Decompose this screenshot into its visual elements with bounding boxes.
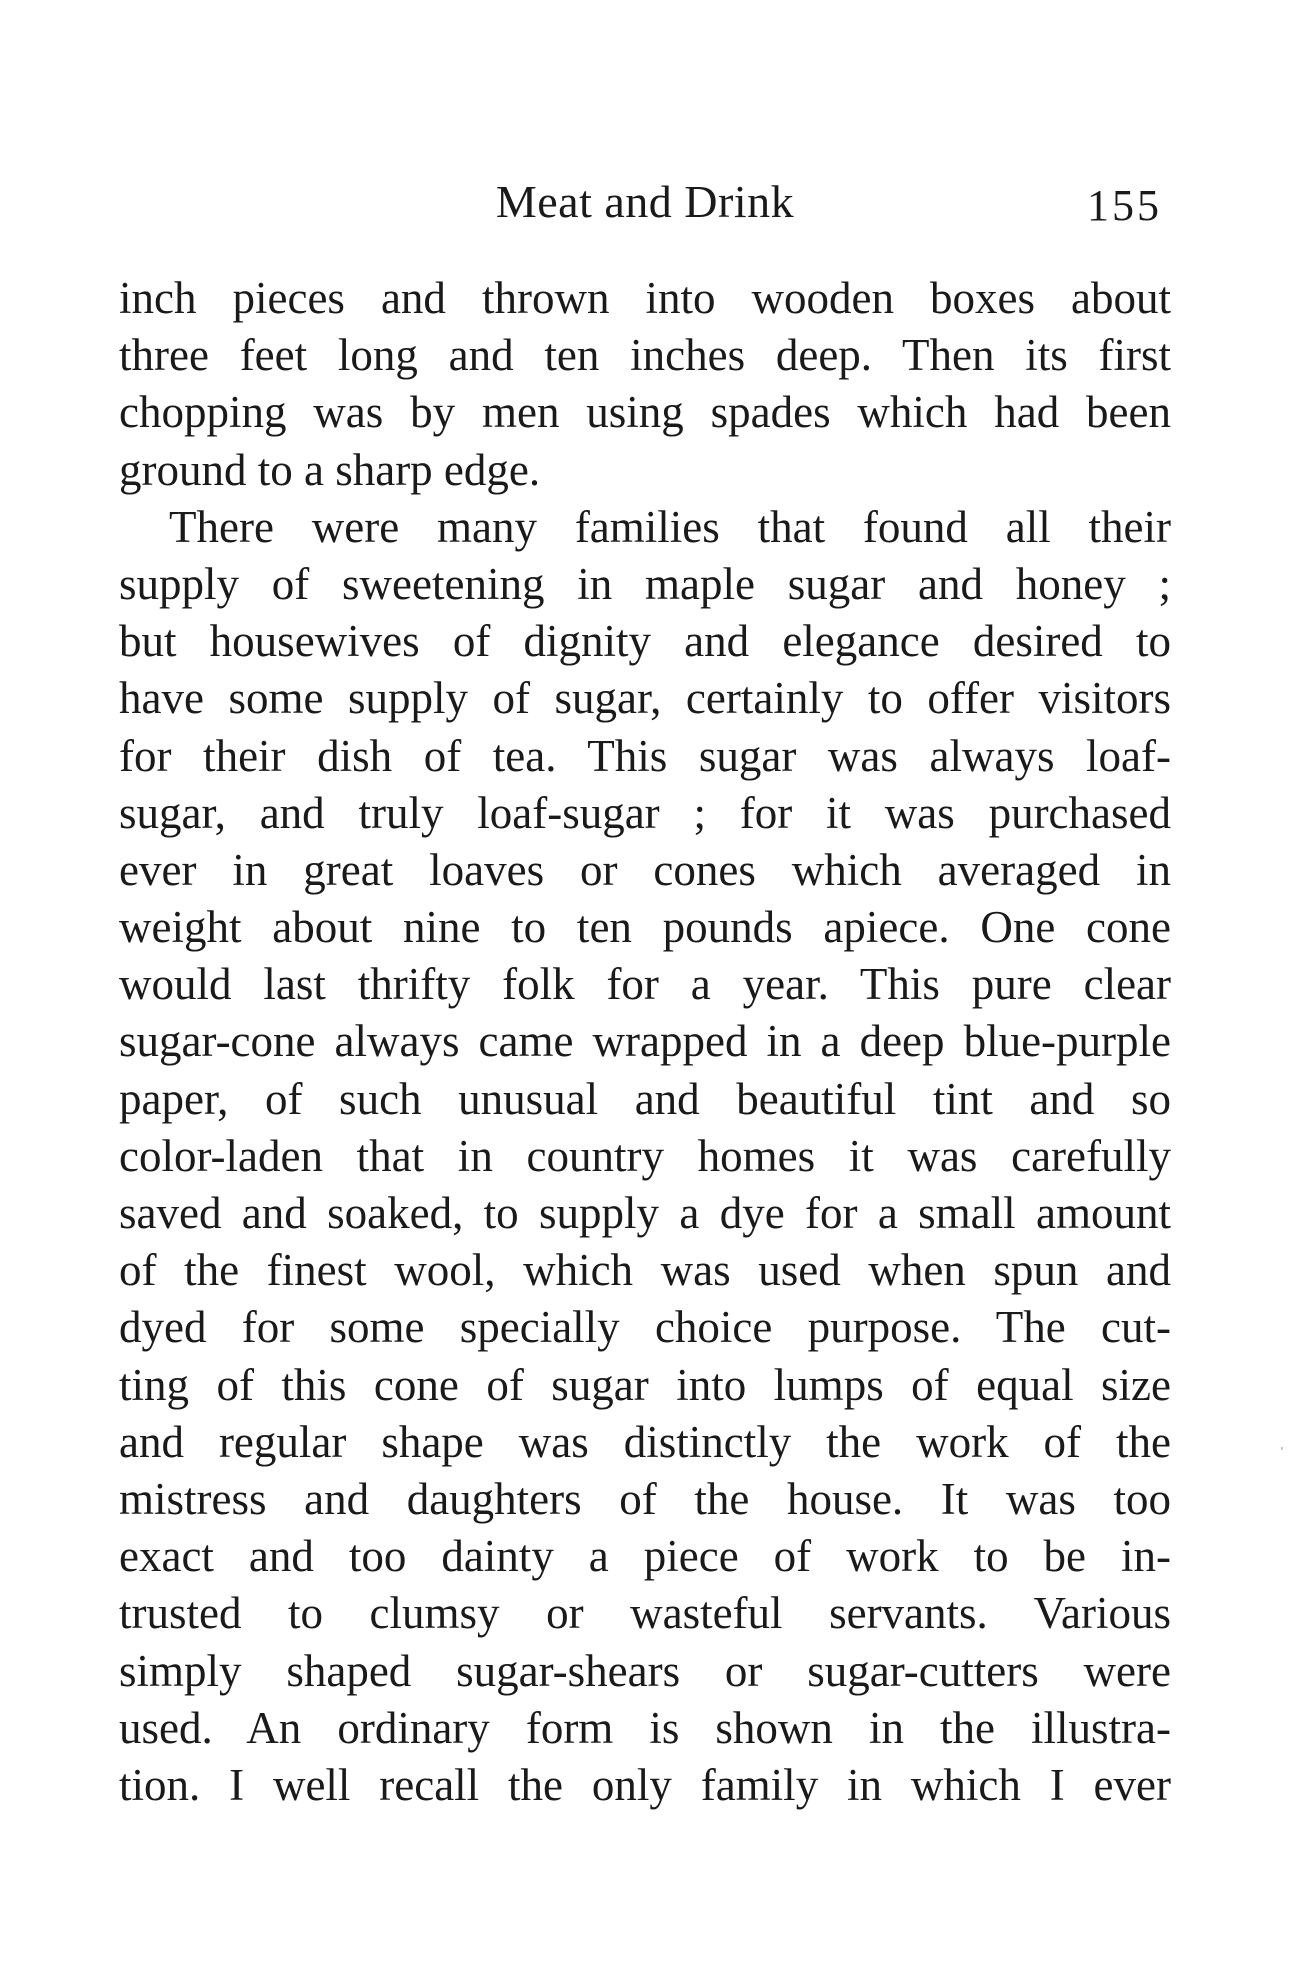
text-line: trusted to clumsy or wasteful servants. Various: [119, 1588, 1171, 1639]
text-line: and regular shape was distinctly the work of the: [119, 1416, 1171, 1467]
text-line: used. An ordinary form is shown in the illustra-: [119, 1702, 1171, 1753]
text-line: supply of sweetening in maple sugar and honey ;: [119, 558, 1171, 609]
running-head: [120, 172, 1170, 232]
text-line: sugar, and truly loaf-sugar ; for it was purchased: [119, 787, 1171, 838]
text-line: ever in great loaves or cones which averaged in: [119, 844, 1171, 895]
text-line: would last thrifty folk for a year. This pure clear: [119, 959, 1171, 1010]
running-title: Meat and Drink: [495, 176, 795, 227]
text-line: ground to a sharp edge.: [119, 444, 541, 495]
text-line: paper, of such unusual and beautiful tint and so: [119, 1073, 1171, 1124]
text-line: have some supply of sugar, certainly to offer visitors: [119, 673, 1171, 724]
page-number: 155: [1087, 181, 1162, 230]
text-line: dyed for some specially choice purpose. The cut-: [119, 1302, 1171, 1353]
text-line: weight about nine to ten pounds apiece. One cone: [119, 902, 1171, 953]
text-line: for their dish of tea. This sugar was always loaf-: [119, 730, 1171, 781]
paragraph-start-line: There were many families that found all their: [169, 501, 1171, 552]
text-line: three feet long and ten inches deep. Then its first: [119, 330, 1171, 381]
text-line: tion. I well recall the only family in which I ever: [119, 1759, 1171, 1810]
text-line: of the finest wool, which was used when spun and: [119, 1245, 1171, 1296]
text-line: color-laden that in country homes it was carefully: [119, 1130, 1171, 1181]
text-line: but housewives of dignity and elegance desired to: [119, 616, 1171, 667]
body-text: [119, 270, 1171, 1814]
text-line: ting of this cone of sugar into lumps of equal size: [119, 1359, 1171, 1410]
paper-speck: [1281, 1447, 1283, 1450]
text-line: exact and too dainty a piece of work to be in-: [119, 1531, 1171, 1582]
text-line: sugar-cone always came wrapped in a deep blue-purple: [119, 1016, 1171, 1067]
text-line: chopping was by men using spades which had been: [119, 387, 1171, 438]
text-line: saved and soaked, to supply a dye for a small amount: [119, 1188, 1171, 1238]
text-line: simply shaped sugar-shears or sugar-cutters were: [119, 1645, 1171, 1696]
text-line: inch pieces and thrown into wooden boxes about: [119, 273, 1171, 323]
text-line: mistress and daughters of the house. It was too: [119, 1473, 1171, 1524]
